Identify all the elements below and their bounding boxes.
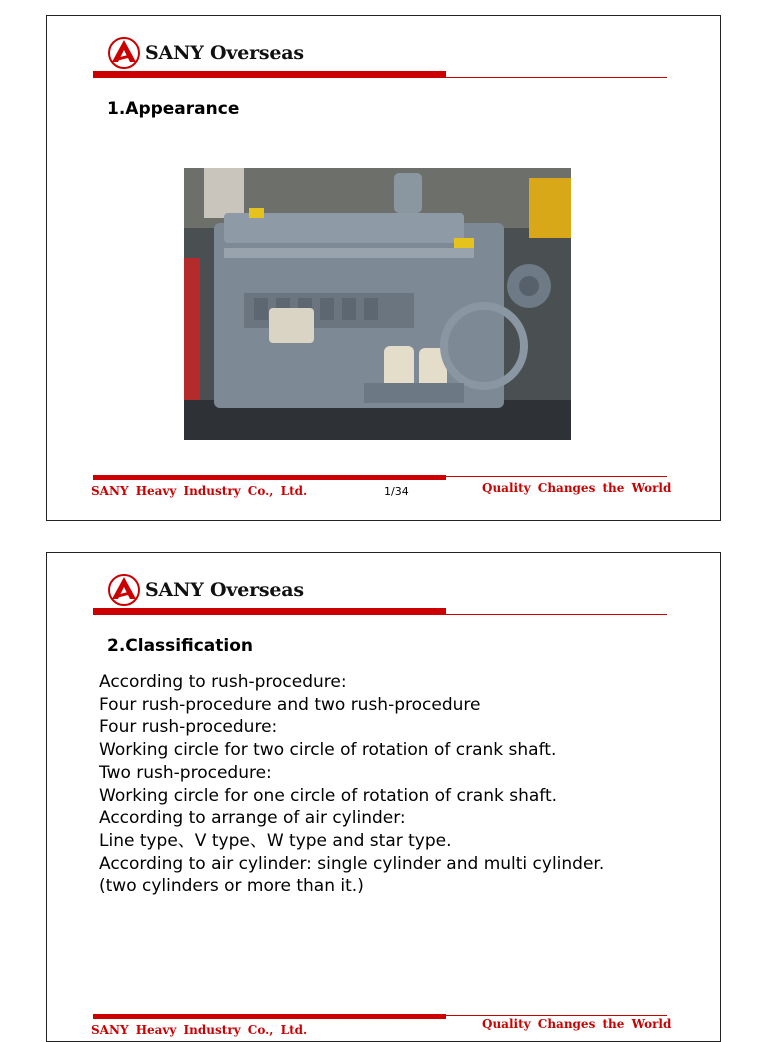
slide-2 (46, 552, 721, 1042)
footer-company: SANY Heavy Industry Co., Ltd. (91, 1023, 308, 1037)
footer-page-number: 1/34 (384, 485, 409, 498)
brand-logo (107, 573, 304, 607)
header-rule-thick (93, 608, 446, 615)
footer-company: SANY Heavy Industry Co., Ltd. (91, 484, 308, 498)
brand-name: SANY Overseas (145, 579, 304, 601)
footer-rule-thin (446, 476, 667, 477)
text-line: Working circle for one circle of rotation of crank shaft. (99, 785, 558, 806)
text-line: According to rush-procedure: (99, 672, 347, 692)
footer-slogan: Quality Changes the World (482, 1017, 672, 1031)
text-line: Two rush-procedure: (99, 762, 272, 783)
slide-heading: 1.Appearance (107, 99, 240, 119)
text-line: Working circle for two circle of rotation of crank shaft. (99, 740, 557, 761)
footer-slogan: Quality Changes the World (482, 481, 672, 495)
slide-1 (46, 15, 721, 521)
footer-rule-thin (446, 1015, 667, 1016)
classification-text (99, 671, 699, 898)
footer-rule-thick (93, 1014, 446, 1019)
brand-name: SANY Overseas (145, 42, 304, 64)
slide-heading: 2.Classification (107, 636, 254, 656)
header-rule-thin (446, 614, 667, 615)
text-line: Line type、V type、W type and star type. (99, 830, 452, 851)
text-line: According to arrange of air cylinder: (99, 808, 406, 829)
brand-logo (107, 36, 304, 70)
footer-rule-thick (93, 475, 446, 480)
text-line: Four rush-procedure and two rush-procedure (99, 694, 481, 715)
sany-logo-icon (107, 573, 141, 607)
text-line: Four rush-procedure: (99, 717, 278, 738)
header-rule-thick (93, 71, 446, 78)
header-rule-thin (446, 77, 667, 78)
text-line: (two cylinders or more than it.) (99, 876, 364, 897)
sany-logo-icon (107, 36, 141, 70)
engine-photo (184, 168, 571, 440)
text-line: According to air cylinder: single cylinder and multi cylinder. (99, 853, 605, 874)
